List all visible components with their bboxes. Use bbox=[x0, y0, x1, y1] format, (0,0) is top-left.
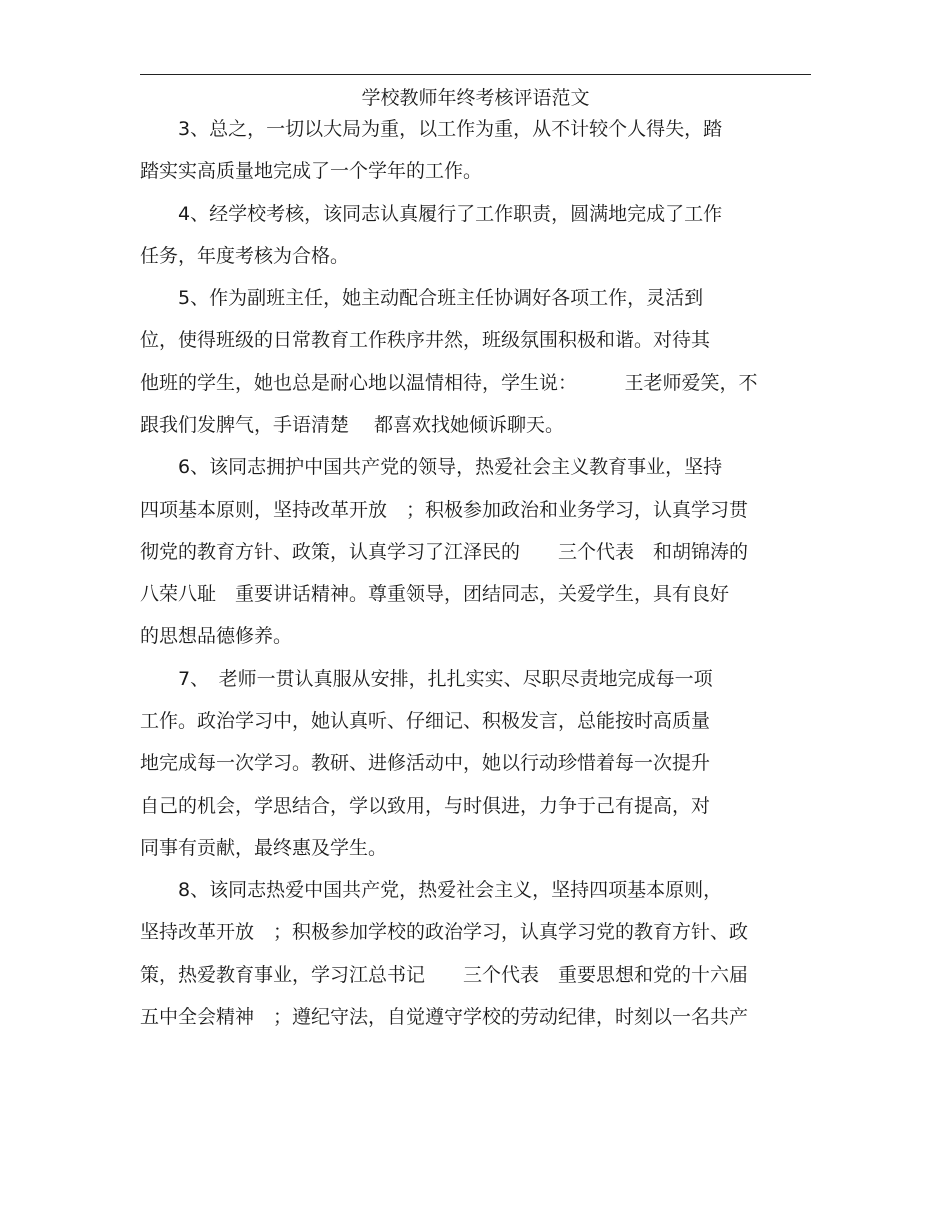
paragraph-line: 跟我们发脾气，手语清楚 都喜欢找她倾诉聊天。 bbox=[140, 414, 565, 436]
paragraph-line: 踏实实高质量地完成了一个学年的工作。 bbox=[140, 160, 483, 182]
paragraph-line: 自己的机会，学思结合，学以致用，与时俱进，力争于己有提高，对 bbox=[140, 795, 711, 817]
paragraph-line: 7、 老师一贯认真服从安排，扎扎实实、尽职尽责地完成每一项 bbox=[140, 668, 713, 690]
paragraph-line: 任务，年度考核为合格。 bbox=[140, 245, 350, 267]
paragraph-line: 5、作为副班主任，她主动配合班主任协调好各项工作，灵活到 bbox=[140, 287, 704, 309]
document-title: 学校教师年终考核评语范文 bbox=[361, 87, 590, 109]
paragraph-line: 策，热爱教育事业，学习江总书记 三个代表 重要思想和党的十六届 bbox=[140, 964, 749, 986]
paragraph-line: 八荣八耻 重要讲话精神。尊重领导，团结同志，关爱学生，具有良好 bbox=[140, 583, 730, 605]
paragraph-line: 的思想品德修养。 bbox=[140, 625, 293, 647]
paragraph-line: 彻党的教育方针、政策，认真学习了江泽民的 三个代表 和胡锦涛的 bbox=[140, 541, 749, 563]
paragraph-line: 地完成每一次学习。教研、进修活动中，她以行动珍惜着每一次提升 bbox=[140, 752, 711, 774]
paragraph-line: 他班的学生，她也总是耐心地以温情相待，学生说： 王老师爱笑，不 bbox=[140, 372, 758, 394]
paragraph-line: 四项基本原则，坚持改革开放 ；积极参加政治和业务学习，认真学习贯 bbox=[140, 499, 749, 521]
paragraph-line: 8、该同志热爱中国共产党，热爱社会主义，坚持四项基本原则， bbox=[140, 879, 723, 901]
header-rule bbox=[140, 74, 811, 75]
paragraph-line: 五中全会精神 ；遵纪守法，自觉遵守学校的劳动纪律，时刻以一名共产 bbox=[140, 1006, 749, 1028]
paragraph-line: 6、该同志拥护中国共产党的领导，热爱社会主义教育事业，坚持 bbox=[140, 456, 723, 478]
paragraph-line: 位，使得班级的日常教育工作秩序井然，班级氛围积极和谐。对待其 bbox=[140, 329, 711, 351]
paragraph-line: 3、总之，一切以大局为重，以工作为重，从不计较个人得失，踏 bbox=[140, 118, 723, 140]
paragraph-line: 坚持改革开放 ；积极参加学校的政治学习，认真学习党的教育方针、政 bbox=[140, 921, 749, 943]
paragraph-line: 4、经学校考核，该同志认真履行了工作职责，圆满地完成了工作 bbox=[140, 203, 723, 225]
paragraph-line: 工作。政治学习中，她认真听、仔细记、积极发言，总能按时高质量 bbox=[140, 710, 711, 732]
paragraph-line: 同事有贡献，最终惠及学生。 bbox=[140, 837, 388, 859]
